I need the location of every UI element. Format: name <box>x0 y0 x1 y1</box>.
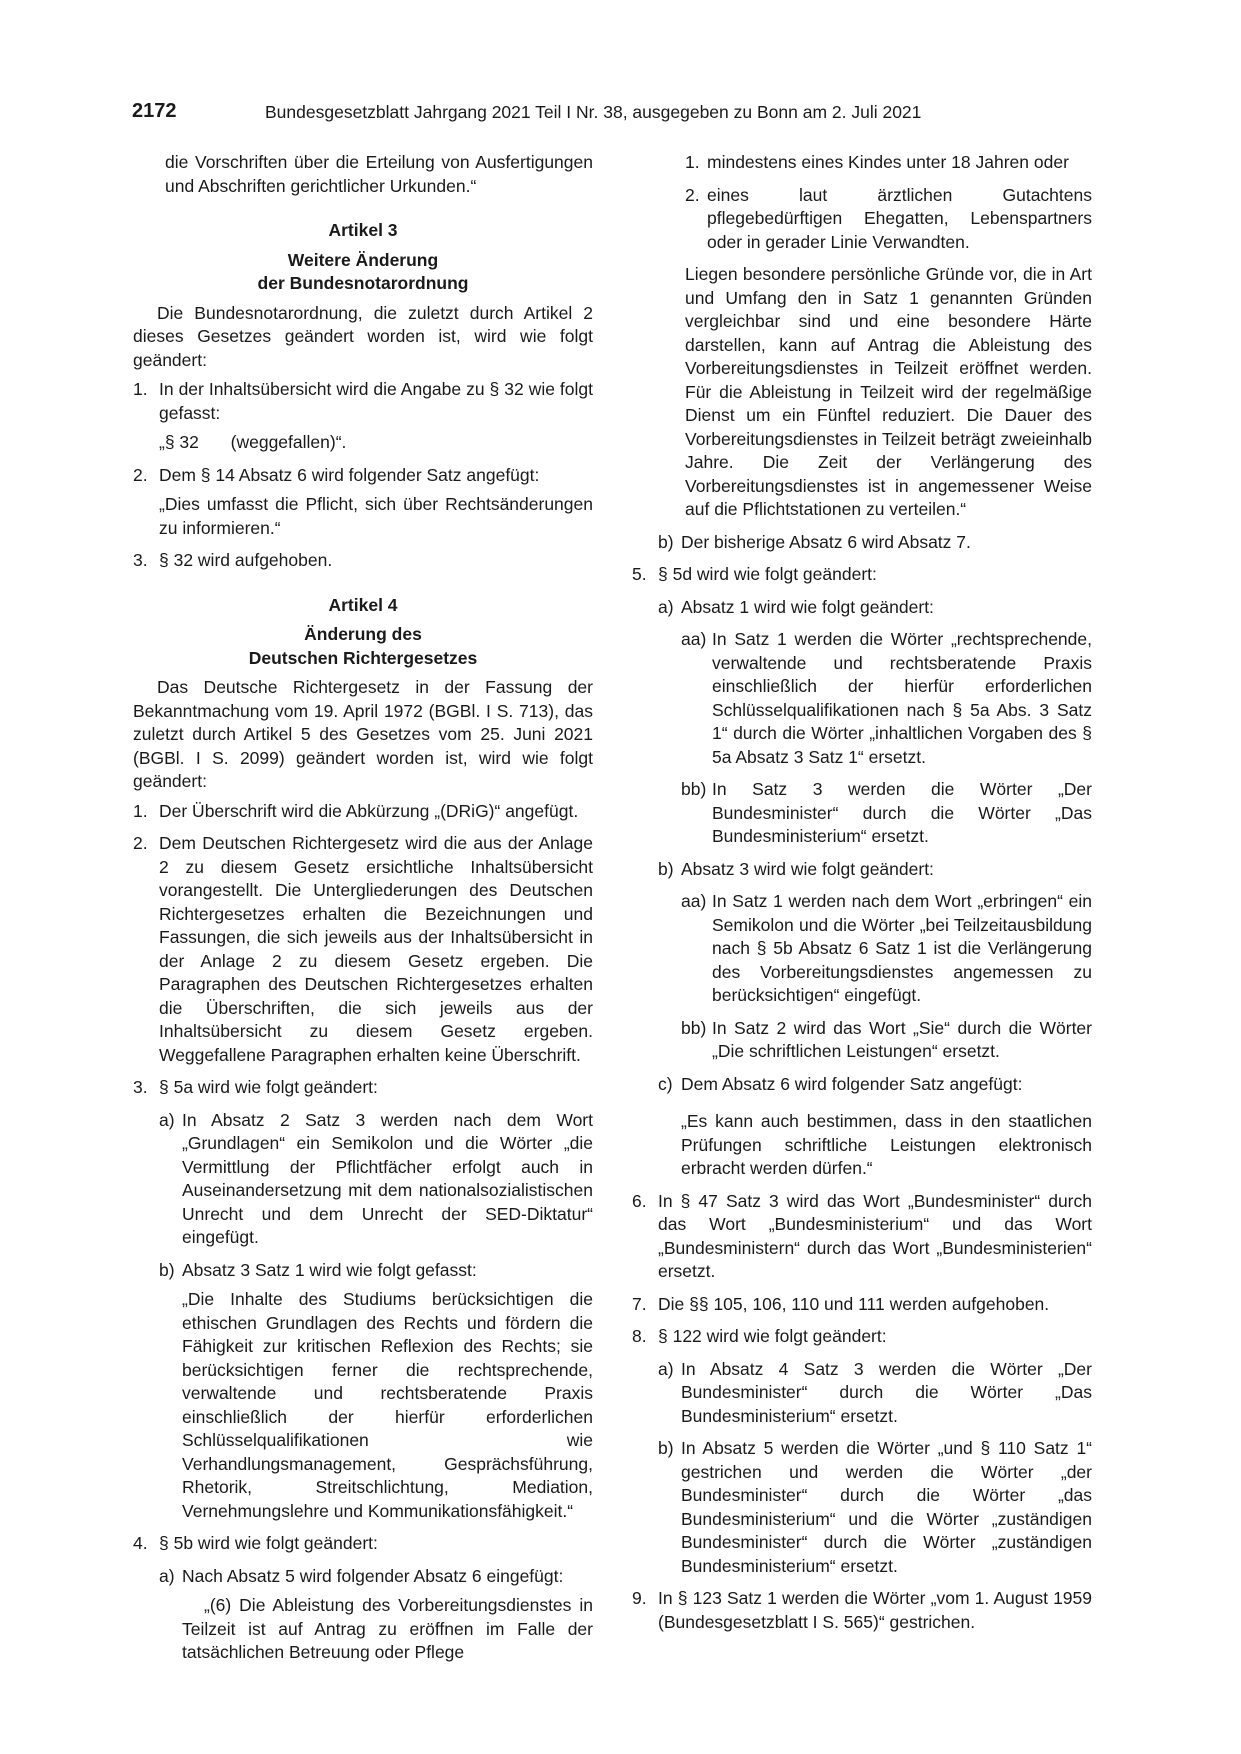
item-text: § 5b wird wie folgt geändert: <box>159 1533 378 1553</box>
paragraph: Liegen besondere persönliche Gründe vor, die in Art und Umfang den in Satz 1 genannten Gründen vergleichbar sind und eine besondere Härte darstellen, kann auf Antrag die Ableistung des Vorbereitungsdienstes in Teilzeit eröffnet werden. Für die Ableistung in Teilzeit wird der regelmäßige Dienst um ein Fünftel reduziert. Die Dauer des Vorbereitungsdienstes in Teilzeit beträgt zweieinhalb Jahre. Die Zeit der Verlängerung des Vorbereitungsdienstes ist in angemessener Weise auf die Pflichtstationen zu verteilen.“ <box>685 264 1092 519</box>
list-item <box>632 563 1092 587</box>
item-text: Absatz 3 Satz 1 wird wie folgt gefasst: <box>182 1259 477 1280</box>
item-sub-letter: aa) <box>681 891 707 911</box>
item-text: In Absatz 2 Satz 3 werden nach dem Wort „Grundlagen“ ein Semikolon und die Wörter „die Vermittlung der Pflichtfächer erfolgt auch in Auseinandersetzung mit dem nationalsozialistischen Unrecht und dem Unrecht der SED-Diktatur“ eingefügt. <box>182 1109 593 1247</box>
item-number: 4. <box>133 1533 148 1553</box>
item-number: 6. <box>632 1190 647 1211</box>
running-title: Bundesgesetzblatt Jahrgang 2021 Teil I Nr. 38, ausgegeben zu Bonn am 2. Juli 2021 <box>265 102 922 122</box>
list-item <box>632 858 1092 882</box>
item-number: 1. <box>133 800 148 821</box>
item-text: § 5a wird wie folgt geändert: <box>159 1077 378 1097</box>
item-number: 1. <box>685 152 700 172</box>
list-item <box>632 778 1092 849</box>
item-number: 7. <box>632 1293 647 1314</box>
item-text: Der Überschrift wird die Abkürzung „(DRiG)“ angefügt. <box>159 800 579 821</box>
item-text: Absatz 1 wird wie folgt geändert: <box>681 596 934 617</box>
list-item <box>632 628 1092 769</box>
item-text: Dem § 14 Absatz 6 wird folgender Satz angefügt: <box>159 464 540 485</box>
item-number: 3. <box>133 1077 148 1097</box>
item-number: 2. <box>133 464 148 485</box>
article-4-title-line-2: Deutschen Richtergesetzes <box>248 647 478 668</box>
item-text: In Satz 3 werden die Wörter „Der Bundesminister“ durch die Wörter „Das Bundesministerium“ ersetzt. <box>712 779 1092 846</box>
list-item <box>632 1358 1092 1429</box>
article-3-intro: Die Bundesnotarordnung, die zuletzt durch Artikel 2 dieses Gesetzes geändert worden ist, wird wie folgt geändert: <box>133 302 593 370</box>
article-3-label: Artikel 3 <box>328 220 398 240</box>
list-item <box>133 464 593 488</box>
list-item <box>133 1532 593 1556</box>
item-text: § 122 wird wie folgt geändert: <box>658 1326 887 1346</box>
right-column <box>632 151 1092 1634</box>
list-item <box>632 1437 1092 1578</box>
item-number: 9. <box>632 1588 647 1608</box>
item-sub-letter: bb) <box>681 1017 707 1038</box>
item-letter: b) <box>658 858 674 879</box>
item-letter: a) <box>159 1109 175 1130</box>
article-3-title-line-1: Weitere Änderung <box>287 249 439 270</box>
item-text: Absatz 3 wird wie folgt geändert: <box>681 858 934 879</box>
item-number: 8. <box>632 1326 647 1346</box>
item-number: 2. <box>685 184 700 205</box>
list-item <box>133 1259 593 1283</box>
list-item <box>632 151 1092 175</box>
page-number: 2172 <box>132 100 177 122</box>
quote-part-section: „§ 32 <box>159 432 199 452</box>
quoted-provision: „Es kann auch bestimmen, dass in den staatlichen Prüfungen schriftliche Leistungen elektronisch erbracht werden dürfen.“ <box>681 1111 1092 1178</box>
list-item <box>632 184 1092 255</box>
list-item <box>632 596 1092 620</box>
item-letter: b) <box>658 1438 674 1458</box>
quote-part-text: (weggefallen)“. <box>230 432 347 452</box>
item-text: eines laut ärztlichen Gutachtens pflegebedürftigen Ehegatten, Lebenspartners oder in gerader Linie Verwandten. <box>707 184 1092 252</box>
carry-over-text: die Vorschriften über die Erteilung von Ausfertigungen und Abschriften gerichtlicher Urkunden.“ <box>165 152 593 196</box>
item-text: In Satz 2 wird das Wort „Sie“ durch die Wörter „Die schriftlichen Leistungen“ ersetzt. <box>712 1017 1092 1061</box>
item-text: In § 47 Satz 3 wird das Wort „Bundesminister“ durch das Wort „Bundesministerium“ und das Wort „Bundesministern“ durch das Wort „Bundesministerien“ ersetzt. <box>658 1190 1092 1281</box>
item-text: § 5d wird wie folgt geändert: <box>658 564 877 584</box>
item-letter: b) <box>159 1259 175 1280</box>
quoted-provision <box>133 431 593 455</box>
item-letter: c) <box>658 1073 673 1094</box>
list-item <box>632 890 1092 1008</box>
list-item <box>632 1587 1092 1634</box>
item-letter: a) <box>658 596 674 617</box>
item-text: In Absatz 5 werden die Wörter „und § 110 Satz 1“ gestrichen und werden die Wörter „der Bundesminister“ durch die Wörter „das Bundesministerium“ und die Wörter „zuständigen Bundesminister“ durch die Wörter „zuständigen Bundesministerium“ ersetzt. <box>681 1438 1092 1576</box>
item-text: In § 123 Satz 1 werden die Wörter „vom 1. August 1959 (Bundesgesetzblatt I S. 565)“ gestrichen. <box>658 1588 1092 1632</box>
item-text: Dem Absatz 6 wird folgender Satz angefügt: <box>681 1073 1023 1094</box>
list-item <box>632 531 1092 555</box>
item-number: 3. <box>133 550 148 570</box>
article-4-label: Artikel 4 <box>328 594 398 615</box>
list-item <box>133 1109 593 1250</box>
item-text: Nach Absatz 5 wird folgender Absatz 6 eingefügt: <box>182 1565 564 1586</box>
item-number: 2. <box>133 833 148 853</box>
item-text: § 32 wird aufgehoben. <box>159 550 333 570</box>
quoted-provision: „(6) Die Ableistung des Vorbereitungsdienstes in Teilzeit ist auf Antrag zu eröffnen im Falle der tatsächlichen Betreuung oder Pflege <box>182 1595 593 1662</box>
page-header <box>132 100 1112 126</box>
item-text: In Satz 1 werden nach dem Wort „erbringen“ ein Semikolon und die Wörter „bei Teilzeitausbildung nach § 5b Absatz 6 Satz 1 ist die Verlängerung des Vorbereitungsdienstes angemessen zu berücksichtigen“ eingefügt. <box>712 891 1092 1005</box>
list-item <box>133 1076 593 1100</box>
list-item <box>632 1073 1092 1097</box>
item-sub-letter: aa) <box>681 629 707 649</box>
item-text: In Absatz 4 Satz 3 werden die Wörter „Der Bundesminister“ durch die Wörter „Das Bundesministerium“ ersetzt. <box>681 1358 1092 1426</box>
list-item <box>632 1325 1092 1349</box>
list-item <box>133 378 593 425</box>
list-item <box>632 1293 1092 1317</box>
list-item <box>632 1017 1092 1064</box>
item-text: In Satz 1 werden die Wörter „rechtsprechende, verwaltende und rechtsberatende Praxis einschließlich der hierfür erforderlichen Schlüsselqualifikationen nach § 5a Abs. 3 Satz 1“ durch die Wörter „inhaltlichen Vorgaben des § 5a Absatz 3 Satz 1“ ersetzt. <box>712 629 1092 767</box>
list-item <box>133 800 593 824</box>
item-letter: b) <box>658 531 674 552</box>
item-letter: a) <box>658 1358 674 1379</box>
article-3-title-line-2: der Bundesnotarordnung <box>257 273 469 293</box>
item-text: Die §§ 105, 106, 110 und 111 werden aufgehoben. <box>658 1293 1050 1314</box>
quoted-provision: „Dies umfasst die Pflicht, sich über Rechtsänderungen zu informieren.“ <box>159 494 593 538</box>
list-item <box>133 1565 593 1589</box>
item-sub-letter: bb) <box>681 779 707 799</box>
article-4-intro: Das Deutsche Richtergesetz in der Fassung der Bekanntmachung vom 19. April 1972 (BGBl. I S. 713), das zuletzt durch Artikel 5 des Gesetzes vom 25. Juni 2021 (BGBl. I S. 2099) geändert worden ist, wird wie folgt geändert: <box>133 677 593 791</box>
left-column <box>133 151 593 1665</box>
item-text: Dem Deutschen Richtergesetz wird die aus der Anlage 2 zu diesem Gesetz ersichtliche Inhaltsübersicht vorangestellt. Die Untergliederungen des Deutschen Richtergesetzes erhalten die Bezeichnungen und Fassungen, die sich jeweils aus der Inhaltsübersicht in der Anlage 2 zu diesem Gesetz ergeben. Die Paragraphen des Deutschen Richtergesetzes erhalten die Überschriften, die sich jeweils aus der Inhaltsübersicht zu diesem Gesetz ergeben. Weggefallene Paragraphen erhalten keine Überschrift. <box>159 833 593 1065</box>
item-letter: a) <box>159 1565 175 1586</box>
item-number: 5. <box>632 564 647 584</box>
article-4-title-line-1: Änderung des <box>304 624 422 644</box>
list-item <box>632 1190 1092 1284</box>
list-item <box>133 832 593 1067</box>
item-text: In der Inhaltsübersicht wird die Angabe zu § 32 wie folgt gefasst: <box>159 379 593 423</box>
item-number: 1. <box>133 379 148 399</box>
item-text: mindestens eines Kindes unter 18 Jahren oder <box>707 152 1069 172</box>
item-text: Der bisherige Absatz 6 wird Absatz 7. <box>681 531 971 552</box>
quoted-provision: „Die Inhalte des Studiums berücksichtigen die ethischen Grundlagen des Rechts und fördern die Fähigkeit zur kritischen Reflexion des Rechts; sie berücksichtigen ferner die rechtsprechende, verwaltende und rechtsberatende Praxis einschließlich der hierfür erforderlichen Schlüsselqualifikationen wie Verhandlungsmanagement, Gesprächsführung, Rhetorik, Streitschlichtung, Mediation, Vernehmungslehre und Kommunikationsfähigkeit.“ <box>182 1289 593 1521</box>
list-item <box>133 549 593 573</box>
